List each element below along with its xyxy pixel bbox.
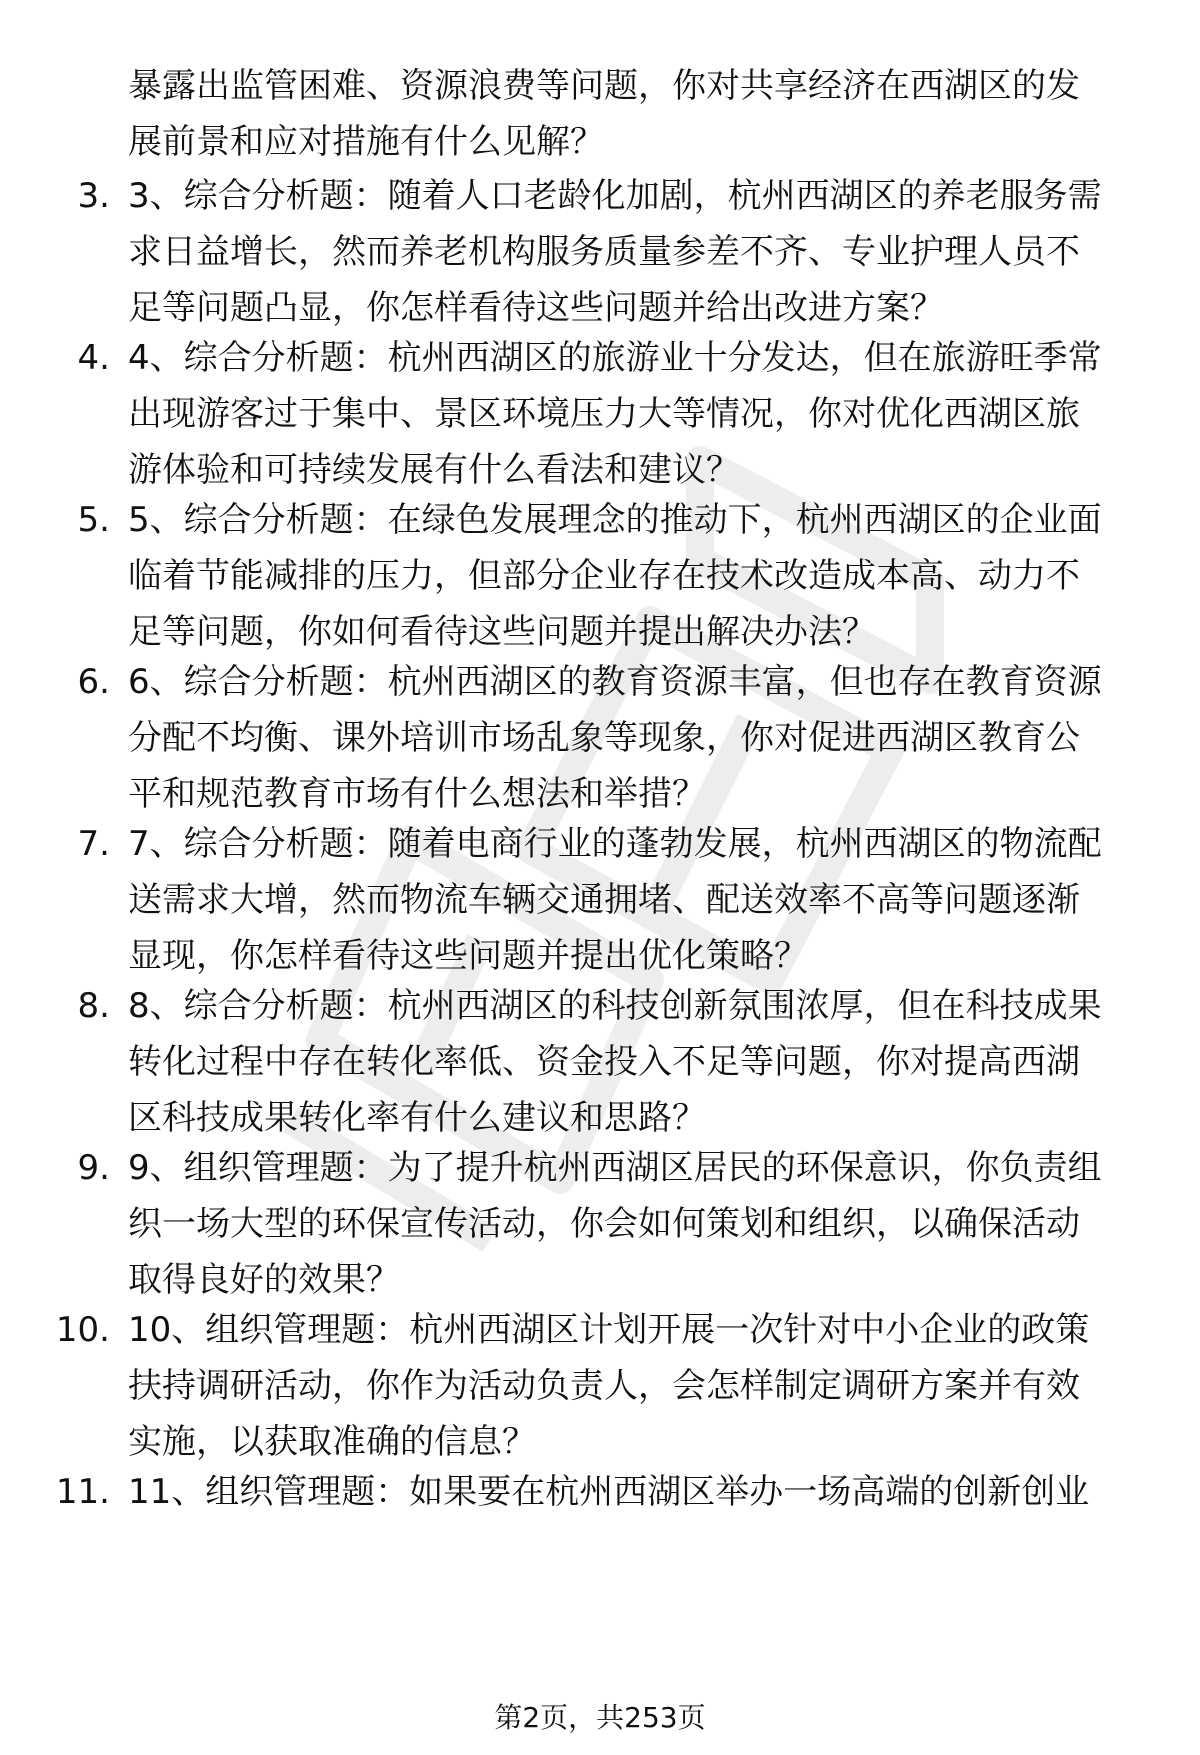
text-line: 转化过程中存在转化率低、资金投入不足等问题，你对提高西湖 (128, 1042, 1080, 1082)
text-line: 求日益增长，然而养老机构服务质量参差不齐、专业护理人员不 (128, 232, 1080, 272)
text-line: 扶持调研活动，你作为活动负责人，会怎样制定调研方案并有效 (128, 1366, 1080, 1406)
question-continuation (128, 58, 1168, 170)
text-line: 足等问题，你如何看待这些问题并提出解决办法？ (128, 612, 876, 652)
question-text (128, 978, 1168, 1146)
text-line: 游体验和可持续发展有什么看法和建议？ (128, 450, 740, 490)
question-text (128, 1464, 1168, 1520)
text-line: 区科技成果转化率有什么建议和思路？ (128, 1098, 706, 1138)
text-line: 足等问题凸显，你怎样看待这些问题并给出改进方案？ (128, 288, 944, 328)
text-line: 送需求大增，然而物流车辆交通拥堵、配送效率不高等问题逐渐 (128, 880, 1080, 920)
list-number: 9. (77, 1148, 110, 1188)
text-line: 显现，你怎样看待这些问题并提出优化策略？ (128, 936, 808, 976)
list-number: 8. (77, 986, 110, 1026)
text-line: 取得良好的效果？ (128, 1260, 400, 1300)
text-line: 10、组织管理题：杭州西湖区计划开展一次针对中小企业的政策 (128, 1310, 1090, 1350)
text-line: 3、综合分析题：随着人口老龄化加剧，杭州西湖区的养老服务需 (128, 176, 1102, 216)
list-number: 11. (55, 1472, 110, 1512)
question-text (128, 654, 1168, 822)
question-text (128, 816, 1168, 984)
list-number: 10. (55, 1310, 110, 1350)
page-footer: 第2页，共253页 (494, 1701, 706, 1734)
text-line: 4、综合分析题：杭州西湖区的旅游业十分发达，但在旅游旺季常 (128, 338, 1102, 378)
text-line: 5、综合分析题：在绿色发展理念的推动下，杭州西湖区的企业面 (128, 500, 1102, 540)
list-number: 4. (77, 338, 110, 378)
text-line: 分配不均衡、课外培训市场乱象等现象，你对促进西湖区教育公 (128, 718, 1080, 758)
list-number: 3. (77, 176, 110, 216)
question-text (128, 492, 1168, 660)
text-line: 临着节能减排的压力，但部分企业存在技术改造成本高、动力不 (128, 556, 1080, 596)
text-line: 9、组织管理题：为了提升杭州西湖区居民的环保意识，你负责组 (128, 1148, 1102, 1188)
text-line: 暴露出监管困难、资源浪费等问题，你对共享经济在西湖区的发 (128, 66, 1080, 106)
text-line: 织一场大型的环保宣传活动，你会如何策划和组织，以确保活动 (128, 1204, 1080, 1244)
text-line: 平和规范教育市场有什么想法和举措？ (128, 774, 706, 814)
text-line: 7、综合分析题：随着电商行业的蓬勃发展，杭州西湖区的物流配 (128, 824, 1102, 864)
text-line: 出现游客过于集中、景区环境压力大等情况，你对优化西湖区旅 (128, 394, 1080, 434)
list-number: 7. (77, 824, 110, 864)
text-line: 实施，以获取准确的信息？ (128, 1422, 536, 1462)
text-line: 展前景和应对措施有什么见解？ (128, 122, 604, 162)
question-text (128, 168, 1168, 336)
list-number: 6. (77, 662, 110, 702)
text-line: 11、组织管理题：如果要在杭州西湖区举办一场高端的创新创业 (128, 1472, 1090, 1512)
question-text (128, 330, 1168, 498)
question-text (128, 1140, 1168, 1308)
text-line: 6、综合分析题：杭州西湖区的教育资源丰富，但也存在教育资源 (128, 662, 1102, 702)
question-text (128, 1302, 1168, 1470)
list-number: 5. (77, 500, 110, 540)
text-line: 8、综合分析题：杭州西湖区的科技创新氛围浓厚，但在科技成果 (128, 986, 1102, 1026)
